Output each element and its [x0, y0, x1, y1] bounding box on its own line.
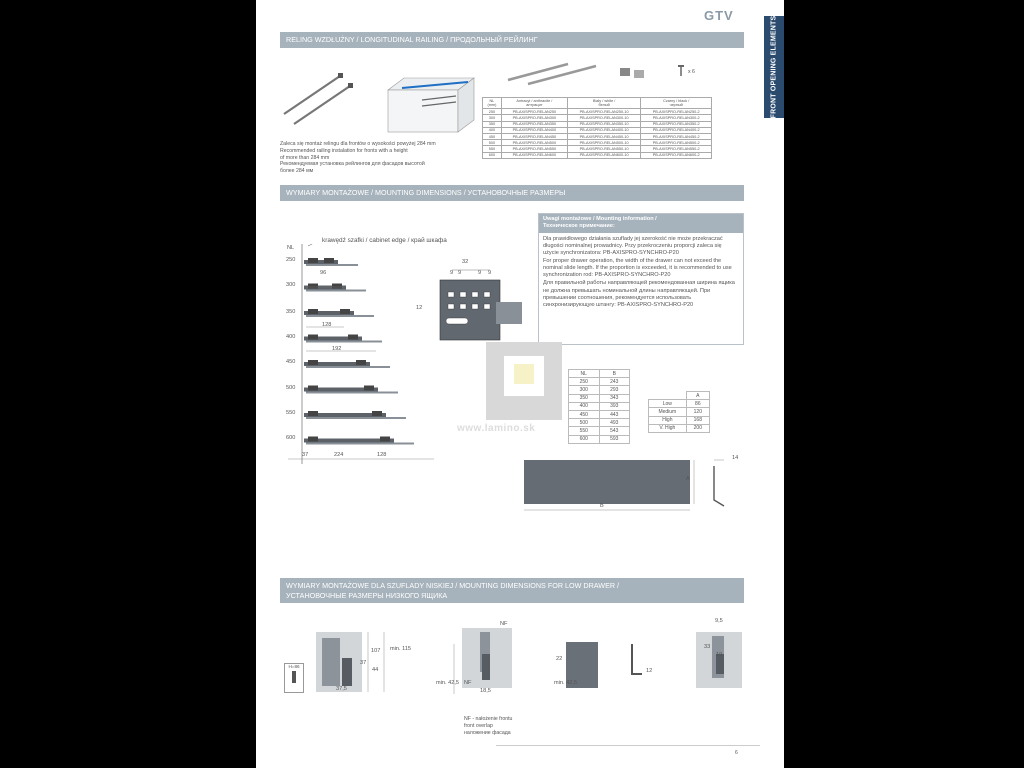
col-header-b: B: [599, 370, 630, 378]
railing-note-line: более 284 мм: [280, 168, 314, 174]
slide-clip: [356, 360, 366, 365]
nf-note-line: NF - nałożenie frontu: [464, 716, 513, 722]
col-header-nl: NL: [569, 370, 600, 378]
nf-note: [464, 716, 512, 736]
slide-rail: [306, 264, 358, 266]
nl-value: 600: [286, 435, 296, 441]
table-row: 500 PB-AXISPRO-RELAN500 PB-AXISPRO-RELAN500-10 PB-AXISPRO-RELAN500-2: [483, 140, 712, 146]
col-header-nl: NL (mm): [483, 98, 502, 109]
col-header-black: Czarny / black / черный: [641, 98, 712, 109]
height-a-table: [648, 391, 710, 433]
slide-clip: [308, 284, 318, 289]
info-paragraph: For proper drawer operation, the width of the drawer can not exceed the nominal slide length. If the proportion is exceeded, it is recommended to use synchronization rod: PB-AXISPRO-SYNCHRO-P20: [543, 258, 732, 279]
railing-note-line: Рекомендуемая установка рейлингов для фасадов высотой: [280, 161, 425, 168]
railing-clip-illustration: [618, 62, 650, 82]
watermark-text: www.lamino.sk: [457, 423, 536, 434]
col-header-white: Biały / white / белый: [567, 98, 640, 109]
cabinet-edge-label: krawędź szafki / cabinet edge / край шкафа: [322, 237, 447, 244]
low-dim: 44: [372, 667, 379, 673]
slide-clip: [308, 309, 318, 314]
low-drawer-diagram-2: [450, 624, 520, 708]
nl-value: 250: [286, 257, 296, 263]
side-tab: [764, 16, 784, 118]
railing-product-table: [482, 97, 712, 159]
low-dim: NF: [500, 621, 508, 627]
table-row: 550 543: [569, 427, 630, 435]
low-drawer-diagram-5: [692, 628, 748, 696]
nl-value: 500: [286, 385, 296, 391]
table-row: Medium 120: [649, 408, 710, 416]
table-row: 350 343: [569, 394, 630, 402]
slide-clip: [348, 335, 358, 340]
badge-text: H=86: [288, 664, 300, 669]
slide-clip: [332, 284, 342, 289]
slide-clip: [308, 360, 318, 365]
footer-divider: [496, 745, 760, 746]
screw-icon: [676, 64, 686, 78]
slide-rail: [306, 290, 366, 292]
table-row: 500 493: [569, 419, 630, 427]
table-row: 250 243: [569, 378, 630, 386]
slide-clip: [308, 335, 318, 340]
table-row: High 168: [649, 416, 710, 424]
table-row: V. High 200: [649, 424, 710, 432]
brand-logo: GTV: [704, 8, 734, 23]
low-dim: min. 42,5: [554, 680, 578, 686]
table-row: 600 PB-AXISPRO-RELAN600 PB-AXISPRO-RELAN600-10 PB-AXISPRO-RELAN600-2: [483, 152, 712, 158]
low-drawer-diagram-3: [562, 636, 602, 696]
col-header-a: A: [686, 392, 709, 400]
table-row: 350 PB-AXISPRO-RELAN350 PB-AXISPRO-RELAN350-10 PB-AXISPRO-RELAN350-2: [483, 121, 712, 127]
slide-rail: [306, 315, 374, 317]
section-header-railing: RELING WZDŁUŻNY / LONGITUDINAL RAILING / ПРОДОЛЬНЫЙ РЕЙЛИНГ: [280, 32, 744, 48]
slide-clip: [380, 437, 390, 442]
page-number: 6: [735, 750, 738, 756]
slide-clip: [340, 309, 350, 314]
catalog-page: [256, 0, 784, 768]
slide-clip: [308, 258, 318, 263]
detail-dim: 32: [462, 259, 469, 265]
slide-rail: [306, 392, 398, 394]
info-title-line: Uwagi montażowe / Mounting information /: [543, 216, 657, 222]
side-tab-label: FRONT OPENING ELEMENTS: [770, 15, 778, 119]
railing-pair-illustration: [504, 58, 604, 86]
detail-dim: 9: [478, 270, 482, 276]
section-header-line: УСТАНОВОЧНЫЕ РАЗМЕРЫ НИЗКОГО ЯЩИКА: [286, 590, 448, 600]
drawer-illustration: [382, 60, 482, 140]
nl-value: 550: [286, 410, 296, 416]
table-row: 400 PB-AXISPRO-RELAN400 PB-AXISPRO-RELAN400-10 PB-AXISPRO-RELAN400-2: [483, 127, 712, 133]
table-row: 600 593: [569, 435, 630, 443]
table-row: 400 393: [569, 402, 630, 410]
drawer-front-diagram: [518, 456, 744, 518]
low-height-badge: [284, 663, 304, 693]
watermark-logo: [484, 340, 564, 422]
table-row: 550 PB-AXISPRO-RELAN550 PB-AXISPRO-RELAN550-10 PB-AXISPRO-RELAN550-2: [483, 146, 712, 152]
detail-dim: 12: [416, 305, 423, 311]
front-label-a: A: [686, 476, 690, 482]
table-row: Low 86: [649, 400, 710, 408]
section-header-low-drawer: [280, 578, 744, 603]
detail-dim: 9: [488, 270, 492, 276]
nl-value: 300: [286, 282, 296, 288]
dim-label: 128: [322, 322, 332, 328]
low-drawer-diagram-4: [622, 640, 652, 680]
slide-rail: [306, 417, 406, 419]
slide-clip: [308, 386, 318, 391]
col-header-anthracite: Antracyt / anthracite / антрацит: [501, 98, 567, 109]
slide-rail: [306, 443, 414, 445]
railing-note-line: Recommended railing instalation for fronts with a height: [280, 147, 408, 154]
slide-clip: [324, 258, 334, 263]
slide-clip: [308, 411, 318, 416]
info-paragraph: Для правильной работы направляющей рекомендованная ширина ящика не должна превышать номинальной длины направляющей. При превышении соотношения, рекомендуется использовать синхронизирующую штангу: PB-AXISPRO-SYNCHRO-P20: [543, 280, 735, 308]
dim-label: 224: [334, 452, 344, 458]
front-label-t: 14: [732, 455, 739, 461]
nl-value: 350: [286, 309, 296, 315]
low-dim: 19: [716, 652, 723, 658]
dim-label: 37: [302, 452, 309, 458]
info-title: [539, 214, 743, 233]
section-header-mounting: WYMIARY MONTAŻOWE / MOUNTING DIMENSIONS / УСТАНОВОЧНЫЕ РАЗМЕРЫ: [280, 185, 744, 201]
slide-rail: [306, 341, 382, 343]
low-dim: NF: [464, 680, 472, 686]
slide-clip: [372, 411, 382, 416]
table-row: 300 293: [569, 386, 630, 394]
mounting-info-box: [538, 213, 744, 345]
detail-dim: 9: [450, 270, 454, 276]
detail-dim: 9: [458, 270, 462, 276]
railing-note-line: Zaleca się montaż relingu dla frontów o wysokości powyżej 284 mm: [280, 141, 436, 147]
slide-lengths-diagram: [284, 244, 454, 466]
low-dim: 33: [704, 644, 711, 650]
railing-rods-illustration: [278, 64, 358, 134]
nl-value: 400: [286, 334, 296, 340]
screw-quantity: x 6: [688, 69, 695, 75]
nl-b-table: [568, 369, 630, 444]
table-row: 450 PB-AXISPRO-RELAN450 PB-AXISPRO-RELAN450-10 PB-AXISPRO-RELAN450-2: [483, 134, 712, 140]
section-header-line: WYMIARY MONTAŻOWE DLA SZUFLADY NISKIEJ / MOUNTING DIMENSIONS FOR LOW DRAWER /: [286, 581, 620, 590]
info-body: [539, 233, 743, 314]
drawer-profile-icon: [288, 669, 300, 685]
low-dim: 22: [556, 656, 563, 662]
low-dim: 37,5: [336, 686, 347, 692]
low-dim: 107: [371, 648, 381, 654]
table-row: 250 PB-AXISPRO-RELAN250 PB-AXISPRO-RELAN250-10 PB-AXISPRO-RELAN250-2: [483, 109, 712, 115]
low-dim: min. 115: [390, 646, 412, 652]
nf-note-line: front overlap: [464, 722, 493, 729]
low-drawer-diagram-1: [314, 628, 404, 702]
low-dim: 9,5: [715, 618, 723, 624]
slide-clip: [308, 437, 318, 442]
dim-label: 96: [320, 270, 327, 276]
dim-label: 192: [332, 346, 342, 352]
slide-clip: [364, 386, 374, 391]
info-paragraph: Dla prawidłowego działania szuflady jej szerokość nie może przekraczać długości nominalnej prowadnicy. Przy przekroczeniu proporcji zaleca się użycie synchronizatora: PB-AXISPRO-SYNCHRO-P20: [543, 235, 723, 256]
front-label-b: B: [600, 503, 604, 509]
railing-note-line: of more than 284 mm: [280, 154, 330, 161]
slide-rail: [306, 366, 390, 368]
railing-note: [280, 141, 500, 175]
table-row: 450 443: [569, 410, 630, 418]
table-row: 300 PB-AXISPRO-RELAN300 PB-AXISPRO-RELAN300-10 PB-AXISPRO-RELAN300-2: [483, 115, 712, 121]
low-dim: 18,5: [480, 688, 491, 694]
nl-value: 450: [286, 359, 296, 365]
low-dim: 12: [646, 668, 653, 674]
info-title-line: Техническое примечание:: [543, 223, 615, 230]
low-dim: 37: [360, 660, 367, 666]
nf-note-line: наложение фасада: [464, 729, 511, 736]
low-dim: min. 42,5: [436, 680, 460, 686]
nl-label: NL: [287, 245, 295, 251]
dim-label: 128: [377, 452, 387, 458]
